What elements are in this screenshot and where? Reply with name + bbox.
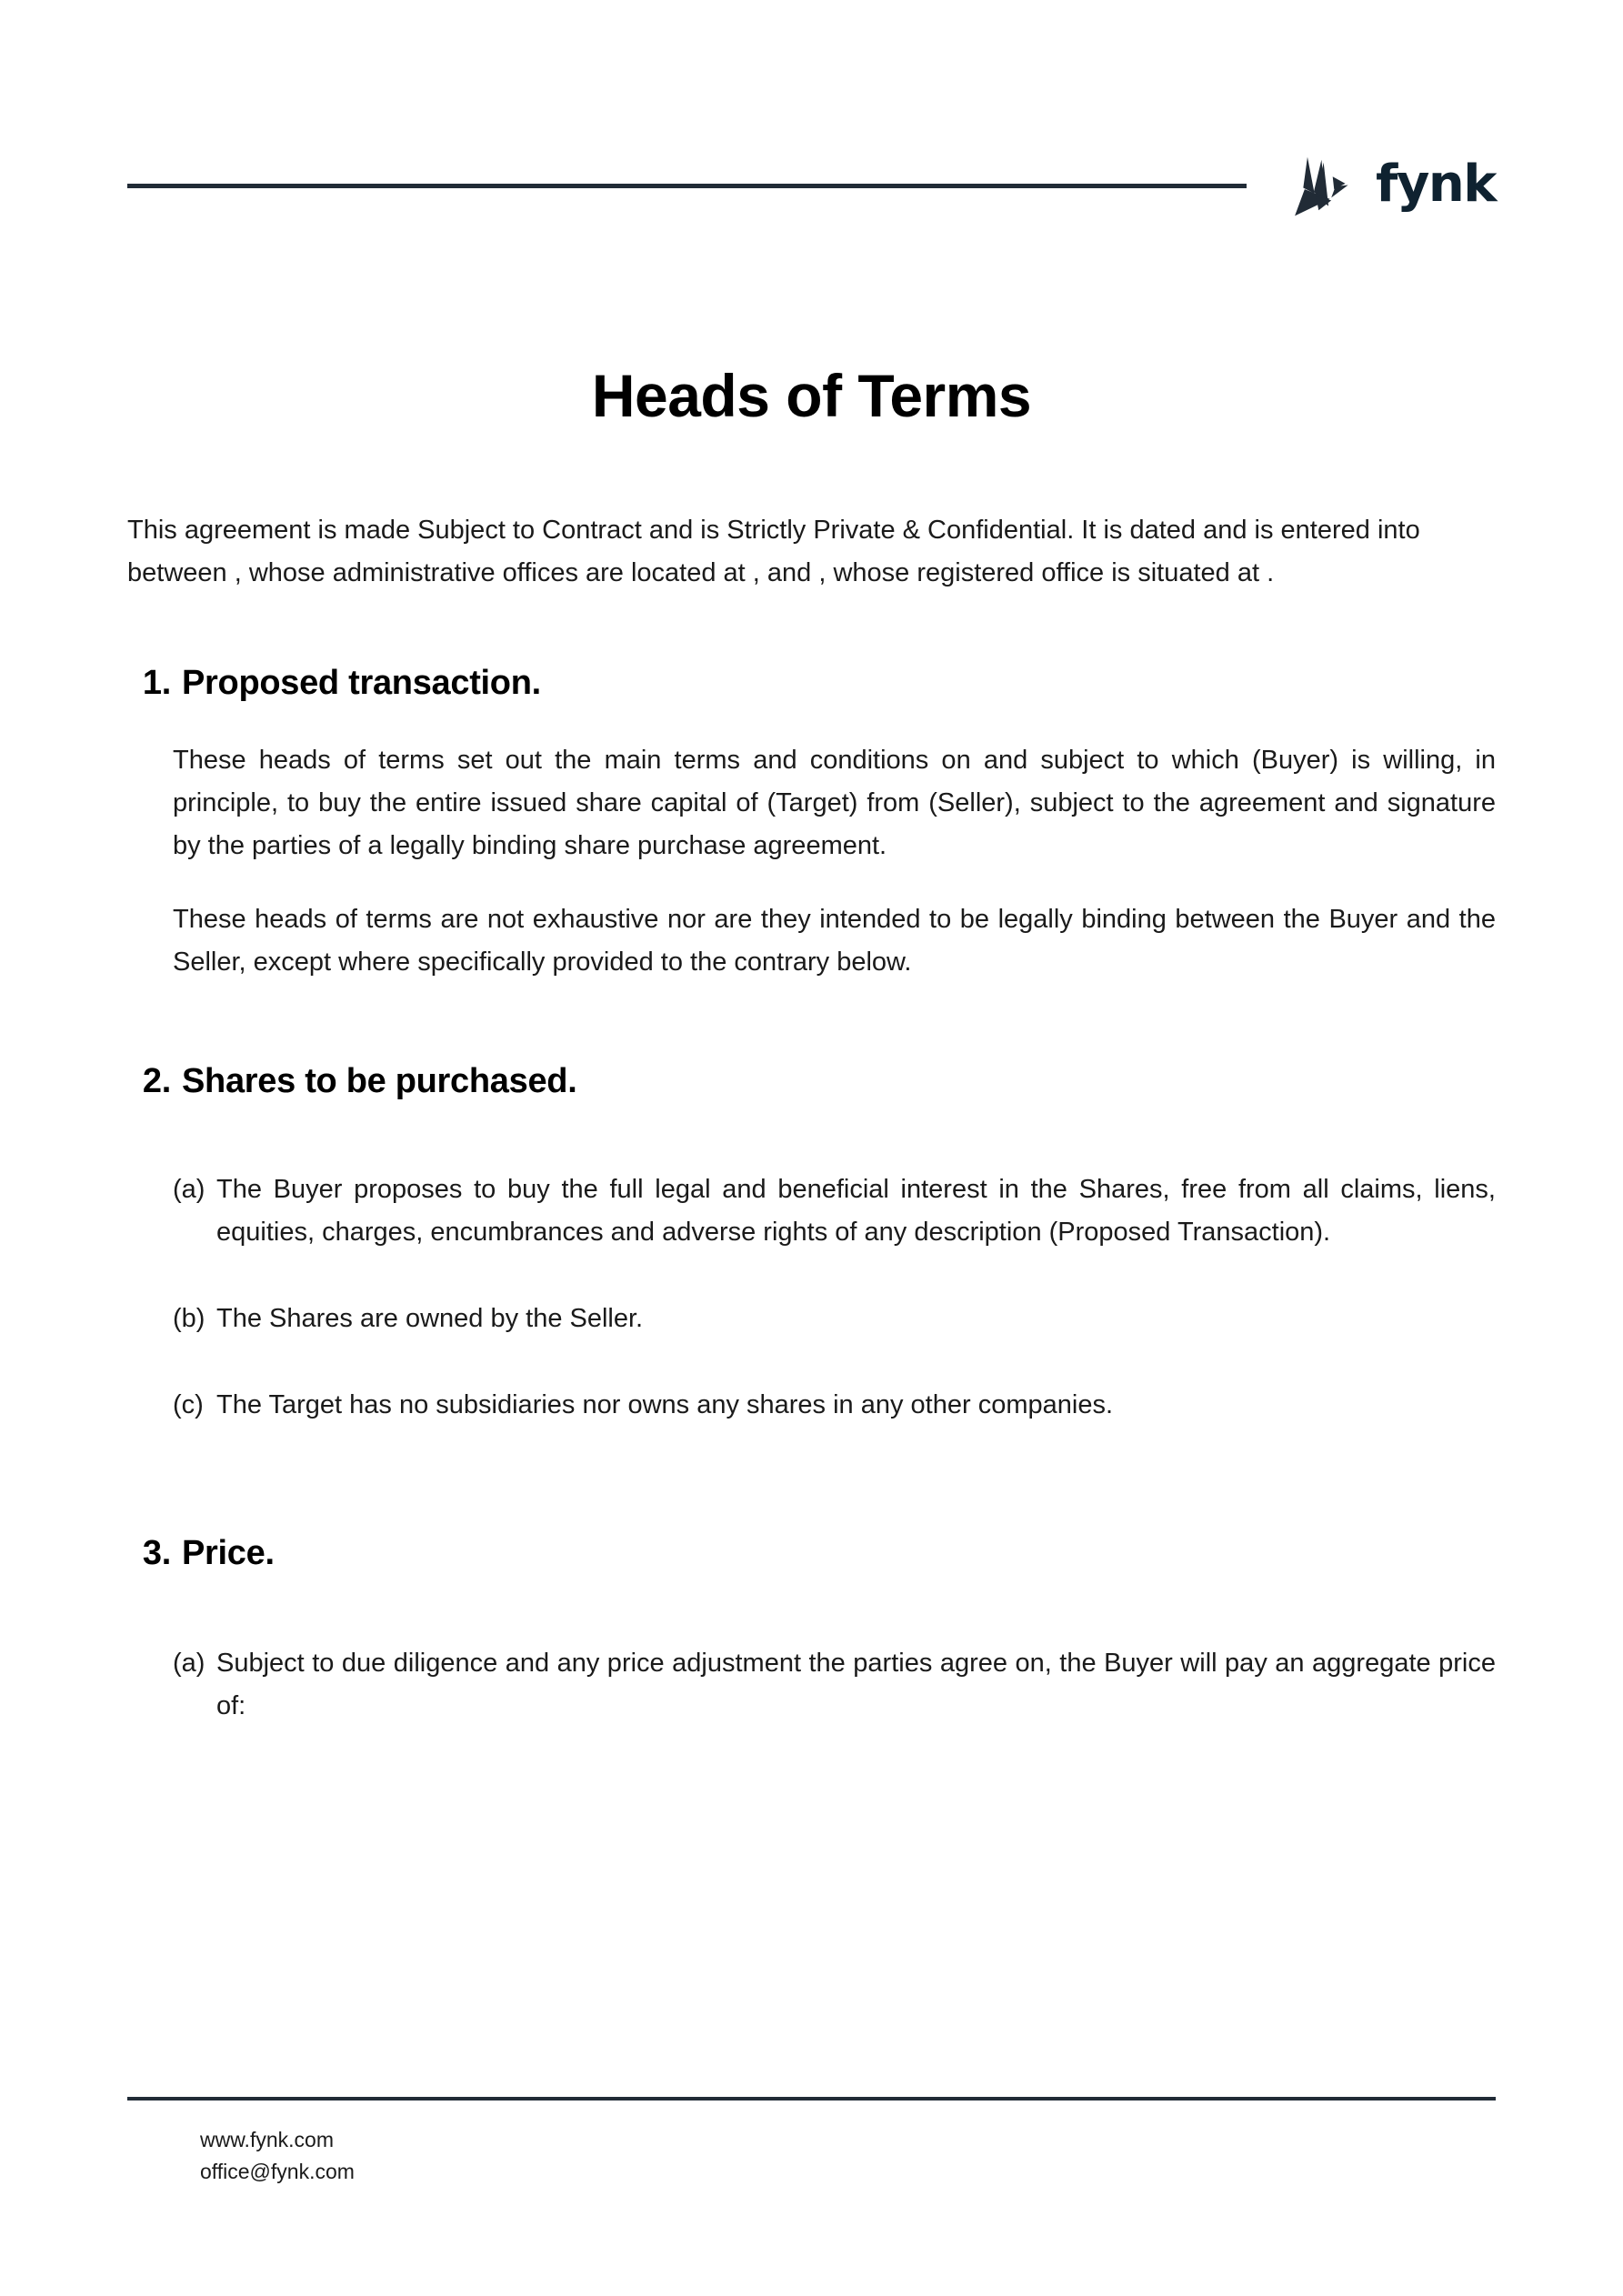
spacer (127, 1138, 1496, 1168)
section-1-number: 1. (142, 663, 171, 702)
section-3-heading (127, 1534, 1496, 1573)
spacer (127, 1427, 1496, 1534)
section-2-title: Shares to be purchased. (182, 1061, 577, 1100)
spacer (127, 1609, 1496, 1642)
section-2-number: 2. (142, 1061, 171, 1100)
document-title: Heads of Terms (591, 362, 1032, 430)
section-shares-to-be-purchased (127, 1062, 1496, 1427)
list-item-text: Subject to due diligence and any price adjustment the parties agree on, the Buyer will pay an aggregate price of: (216, 1648, 1496, 1720)
list-item-marker: (a) (173, 1174, 205, 1204)
section-1-paragraph-2: These heads of terms are not exhaustive nor are they intended to be legally binding between the Buyer and the Seller, except where specifically provided to the contrary below. (173, 904, 1496, 977)
page-header (127, 136, 1496, 236)
list-item (173, 1384, 1496, 1427)
brand-logo (1290, 153, 1496, 220)
section-3-title: Price. (182, 1533, 275, 1572)
list-item-marker: (c) (173, 1389, 204, 1419)
section-1-title: Proposed transaction. (182, 663, 541, 702)
header-divider (127, 184, 1247, 188)
section-3-list (127, 1642, 1496, 1728)
intro-paragraph: This agreement is made Subject to Contract and is Strictly Private & Confidential. It is dated and is entered into between , whose administrative offices are located at , and , whose registered office is situated at . (127, 516, 1420, 587)
spacer (127, 984, 1496, 1062)
list-item-marker: (a) (173, 1648, 205, 1678)
footer-contact (127, 2124, 1496, 2189)
section-1-heading (127, 664, 1496, 703)
footer-website[interactable]: www.fynk.com (200, 2127, 334, 2151)
list-item-text: The Target has no subsidiaries nor owns any shares in any other companies. (216, 1389, 1114, 1419)
section-2-list (127, 1168, 1496, 1427)
section-proposed-transaction (127, 664, 1496, 984)
section-1-paragraph-1: These heads of terms set out the main terms and conditions on and subject to which (Buyer) is willing, in principle, to buy the entire issued share capital of (Target) from (Seller), subject to the agreement and signature by the parties of a legally binding share purchase agreement. (173, 745, 1496, 860)
section-2-heading (127, 1062, 1496, 1101)
brand-wordmark: fynk (1376, 155, 1496, 214)
list-item (173, 1298, 1496, 1340)
list-item-text: The Shares are owned by the Seller. (216, 1303, 644, 1333)
list-item (173, 1168, 1496, 1254)
section-price (127, 1534, 1496, 1728)
list-item-text: The Buyer proposes to buy the full legal and beneficial interest in the Shares, free from all claims, liens, equities, charges, encumbrances and adverse rights of any description (Proposed Transaction). (216, 1174, 1496, 1247)
page-footer (127, 2097, 1496, 2189)
fynk-bird-icon (1290, 153, 1361, 220)
footer-email[interactable]: office@fynk.com (200, 2160, 355, 2184)
section-1-body (127, 739, 1496, 984)
list-item-marker: (b) (173, 1303, 205, 1333)
section-3-number: 3. (142, 1533, 171, 1572)
document-body (127, 509, 1496, 1728)
footer-divider (127, 2097, 1496, 2100)
list-item (173, 1642, 1496, 1728)
